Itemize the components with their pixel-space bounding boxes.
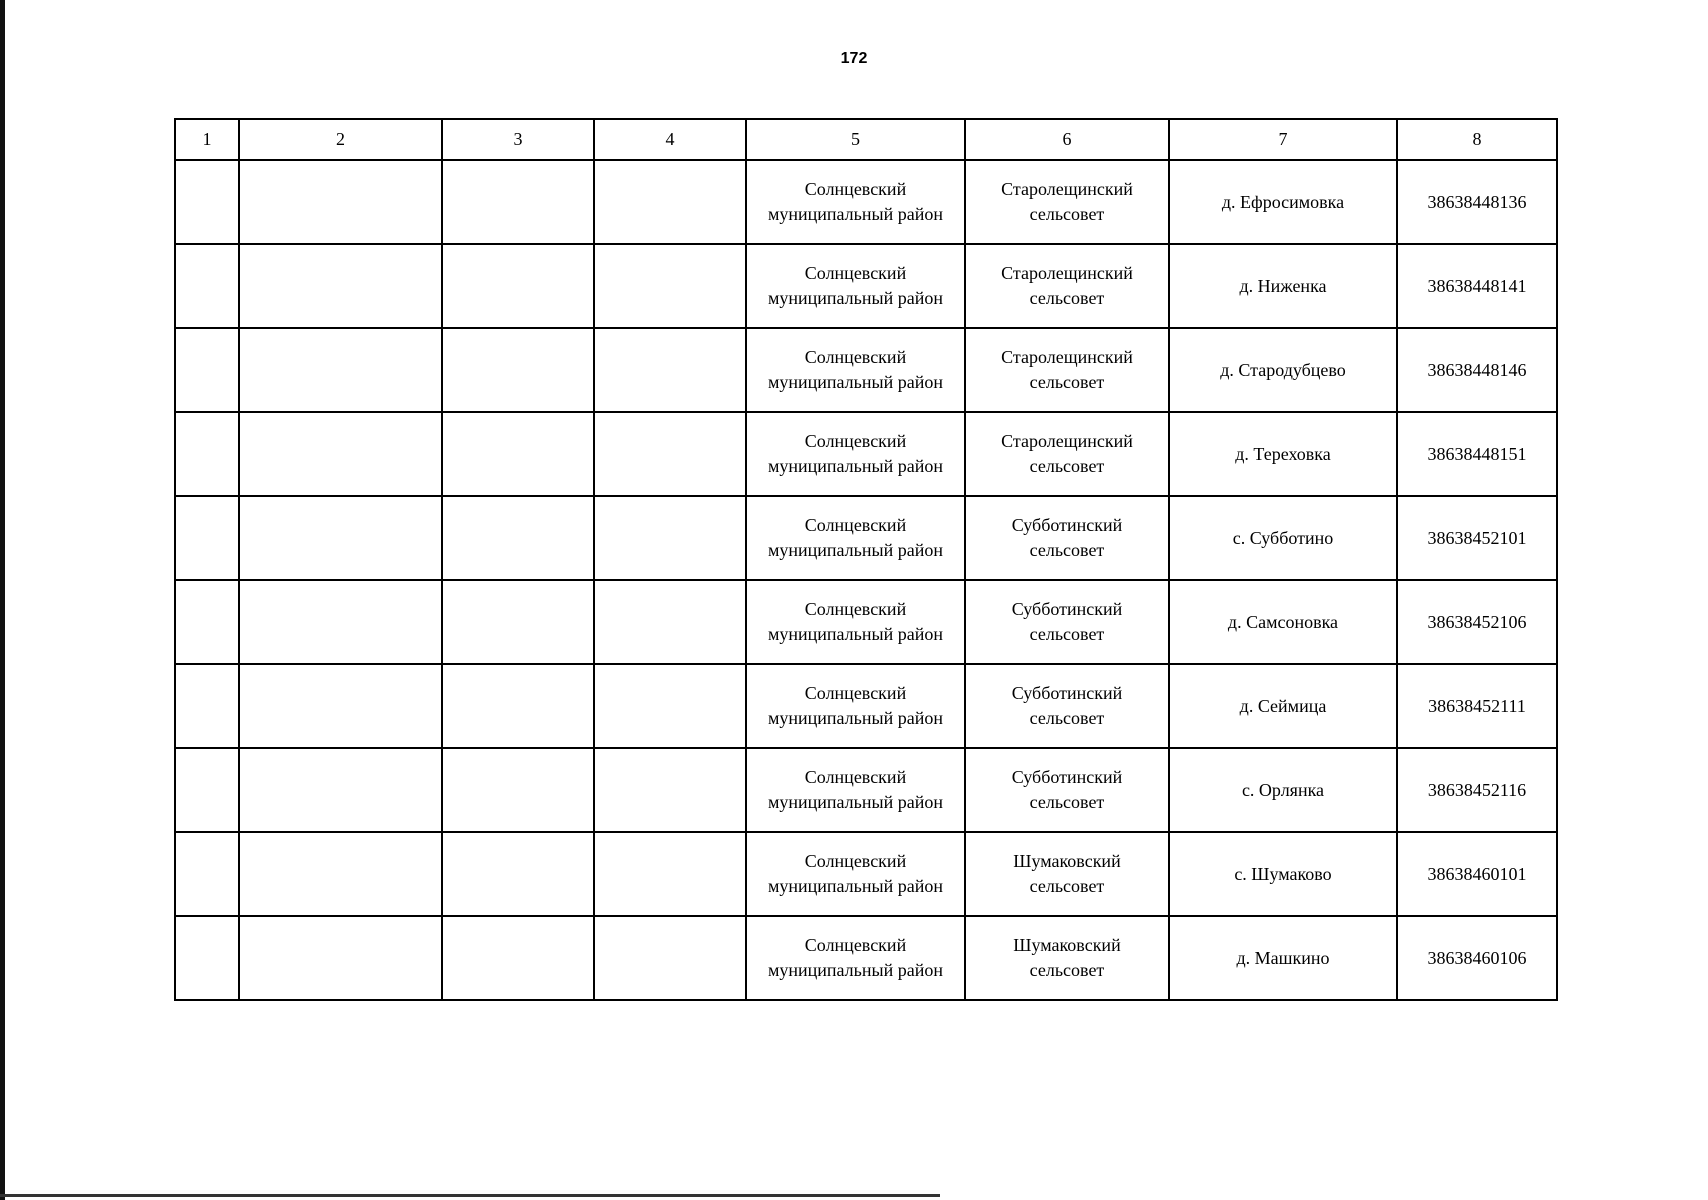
column-header: 2 xyxy=(239,119,442,160)
settlements-table xyxy=(174,118,1558,1001)
council-cell-line: Старолещинский xyxy=(1001,263,1133,283)
empty-cell xyxy=(442,664,594,748)
empty-cell xyxy=(442,412,594,496)
empty-cell xyxy=(175,664,239,748)
council-cell-line: сельсовет xyxy=(1029,288,1105,308)
empty-cell xyxy=(239,244,442,328)
empty-cell xyxy=(442,748,594,832)
okato-code-cell: 38638448146 xyxy=(1397,328,1557,412)
district-cell-line: муниципальный район xyxy=(767,792,943,812)
column-header: 5 xyxy=(746,119,965,160)
scan-edge-left xyxy=(0,0,5,1200)
column-header: 4 xyxy=(594,119,746,160)
empty-cell xyxy=(175,328,239,412)
empty-cell xyxy=(239,580,442,664)
scan-edge-bottom xyxy=(0,1194,940,1197)
empty-cell xyxy=(239,412,442,496)
council-cell-line: Субботинский xyxy=(1011,599,1123,619)
council-cell xyxy=(965,244,1169,328)
council-cell xyxy=(965,580,1169,664)
district-cell-line: Солнцевский xyxy=(804,935,907,955)
settlement-cell: с. Субботино xyxy=(1169,496,1397,580)
district-cell-line: муниципальный район xyxy=(767,288,943,308)
district-cell-line: Солнцевский xyxy=(804,263,907,283)
district-cell xyxy=(746,748,965,832)
district-cell-line: муниципальный район xyxy=(767,372,943,392)
empty-cell xyxy=(175,412,239,496)
settlement-cell: д. Сеймица xyxy=(1169,664,1397,748)
empty-cell xyxy=(239,748,442,832)
district-cell xyxy=(746,580,965,664)
district-cell xyxy=(746,328,965,412)
empty-cell xyxy=(239,832,442,916)
table-row xyxy=(175,916,1557,1000)
header-row xyxy=(175,119,1557,160)
council-cell xyxy=(965,748,1169,832)
column-header: 8 xyxy=(1397,119,1557,160)
council-cell-line: сельсовет xyxy=(1029,876,1105,896)
district-cell xyxy=(746,412,965,496)
council-cell xyxy=(965,160,1169,244)
district-cell-line: муниципальный район xyxy=(767,708,943,728)
settlement-cell: д. Ниженка xyxy=(1169,244,1397,328)
district-cell-line: Солнцевский xyxy=(804,683,907,703)
empty-cell xyxy=(239,496,442,580)
empty-cell xyxy=(594,328,746,412)
council-cell-line: сельсовет xyxy=(1029,372,1105,392)
empty-cell xyxy=(442,496,594,580)
council-cell-line: сельсовет xyxy=(1029,204,1105,224)
column-header: 6 xyxy=(965,119,1169,160)
council-cell-line: сельсовет xyxy=(1029,708,1105,728)
empty-cell xyxy=(442,244,594,328)
district-cell xyxy=(746,244,965,328)
council-cell-line: сельсовет xyxy=(1029,792,1105,812)
okato-code-cell: 38638460106 xyxy=(1397,916,1557,1000)
okato-code-cell: 38638452106 xyxy=(1397,580,1557,664)
district-cell-line: муниципальный район xyxy=(767,456,943,476)
district-cell-line: Солнцевский xyxy=(804,851,907,871)
empty-cell xyxy=(442,160,594,244)
okato-code-cell: 38638448151 xyxy=(1397,412,1557,496)
empty-cell xyxy=(594,748,746,832)
district-cell xyxy=(746,916,965,1000)
empty-cell xyxy=(442,832,594,916)
empty-cell xyxy=(239,916,442,1000)
council-cell-line: сельсовет xyxy=(1029,456,1105,476)
table-row xyxy=(175,664,1557,748)
district-cell-line: муниципальный район xyxy=(767,960,943,980)
empty-cell xyxy=(442,580,594,664)
empty-cell xyxy=(594,580,746,664)
council-cell-line: Субботинский xyxy=(1011,515,1123,535)
council-cell-line: сельсовет xyxy=(1029,624,1105,644)
okato-code-cell: 38638452116 xyxy=(1397,748,1557,832)
council-cell-line: Старолещинский xyxy=(1001,431,1133,451)
settlement-cell: д. Ефросимовка xyxy=(1169,160,1397,244)
empty-cell xyxy=(594,160,746,244)
district-cell xyxy=(746,496,965,580)
empty-cell xyxy=(175,244,239,328)
empty-cell xyxy=(175,496,239,580)
empty-cell xyxy=(175,832,239,916)
empty-cell xyxy=(239,328,442,412)
table-row xyxy=(175,160,1557,244)
empty-cell xyxy=(239,664,442,748)
council-cell xyxy=(965,832,1169,916)
district-cell xyxy=(746,664,965,748)
council-cell-line: Шумаковский xyxy=(1013,851,1121,871)
empty-cell xyxy=(175,160,239,244)
settlement-cell: д. Стародубцево xyxy=(1169,328,1397,412)
table-row xyxy=(175,832,1557,916)
district-cell-line: Солнцевский xyxy=(804,515,907,535)
empty-cell xyxy=(175,916,239,1000)
table-row xyxy=(175,748,1557,832)
table-row xyxy=(175,580,1557,664)
district-cell xyxy=(746,160,965,244)
council-cell-line: сельсовет xyxy=(1029,960,1105,980)
council-cell xyxy=(965,664,1169,748)
table-row xyxy=(175,244,1557,328)
council-cell-line: Субботинский xyxy=(1011,767,1123,787)
okato-code-cell: 38638448141 xyxy=(1397,244,1557,328)
settlement-cell: с. Орлянка xyxy=(1169,748,1397,832)
settlement-cell: д. Машкино xyxy=(1169,916,1397,1000)
district-cell-line: Солнцевский xyxy=(804,347,907,367)
column-header: 3 xyxy=(442,119,594,160)
empty-cell xyxy=(594,664,746,748)
council-cell-line: Субботинский xyxy=(1011,683,1123,703)
district-cell-line: муниципальный район xyxy=(767,204,943,224)
district-cell-line: Солнцевский xyxy=(804,431,907,451)
settlement-cell: д. Тереховка xyxy=(1169,412,1397,496)
empty-cell xyxy=(594,832,746,916)
empty-cell xyxy=(442,328,594,412)
okato-code-cell: 38638460101 xyxy=(1397,832,1557,916)
column-header: 1 xyxy=(175,119,239,160)
council-cell-line: Старолещинский xyxy=(1001,179,1133,199)
empty-cell xyxy=(175,748,239,832)
district-cell xyxy=(746,832,965,916)
table-row xyxy=(175,328,1557,412)
page-number: 172 xyxy=(840,50,868,67)
council-cell-line: сельсовет xyxy=(1029,540,1105,560)
district-cell-line: Солнцевский xyxy=(804,767,907,787)
empty-cell xyxy=(594,412,746,496)
empty-cell xyxy=(239,160,442,244)
council-cell-line: Шумаковский xyxy=(1013,935,1121,955)
district-cell-line: муниципальный район xyxy=(767,540,943,560)
table-row xyxy=(175,496,1557,580)
council-cell xyxy=(965,496,1169,580)
settlement-cell: д. Самсоновка xyxy=(1169,580,1397,664)
column-header: 7 xyxy=(1169,119,1397,160)
empty-cell xyxy=(175,580,239,664)
council-cell xyxy=(965,412,1169,496)
district-cell-line: муниципальный район xyxy=(767,876,943,896)
empty-cell xyxy=(594,916,746,1000)
district-cell-line: Солнцевский xyxy=(804,599,907,619)
okato-code-cell: 38638448136 xyxy=(1397,160,1557,244)
table-body xyxy=(175,160,1557,1000)
empty-cell xyxy=(594,244,746,328)
district-cell-line: Солнцевский xyxy=(804,179,907,199)
okato-code-cell: 38638452111 xyxy=(1397,664,1557,748)
council-cell xyxy=(965,916,1169,1000)
council-cell xyxy=(965,328,1169,412)
settlement-cell: с. Шумаково xyxy=(1169,832,1397,916)
district-cell-line: муниципальный район xyxy=(767,624,943,644)
table-row xyxy=(175,412,1557,496)
okato-code-cell: 38638452101 xyxy=(1397,496,1557,580)
council-cell-line: Старолещинский xyxy=(1001,347,1133,367)
empty-cell xyxy=(442,916,594,1000)
empty-cell xyxy=(594,496,746,580)
